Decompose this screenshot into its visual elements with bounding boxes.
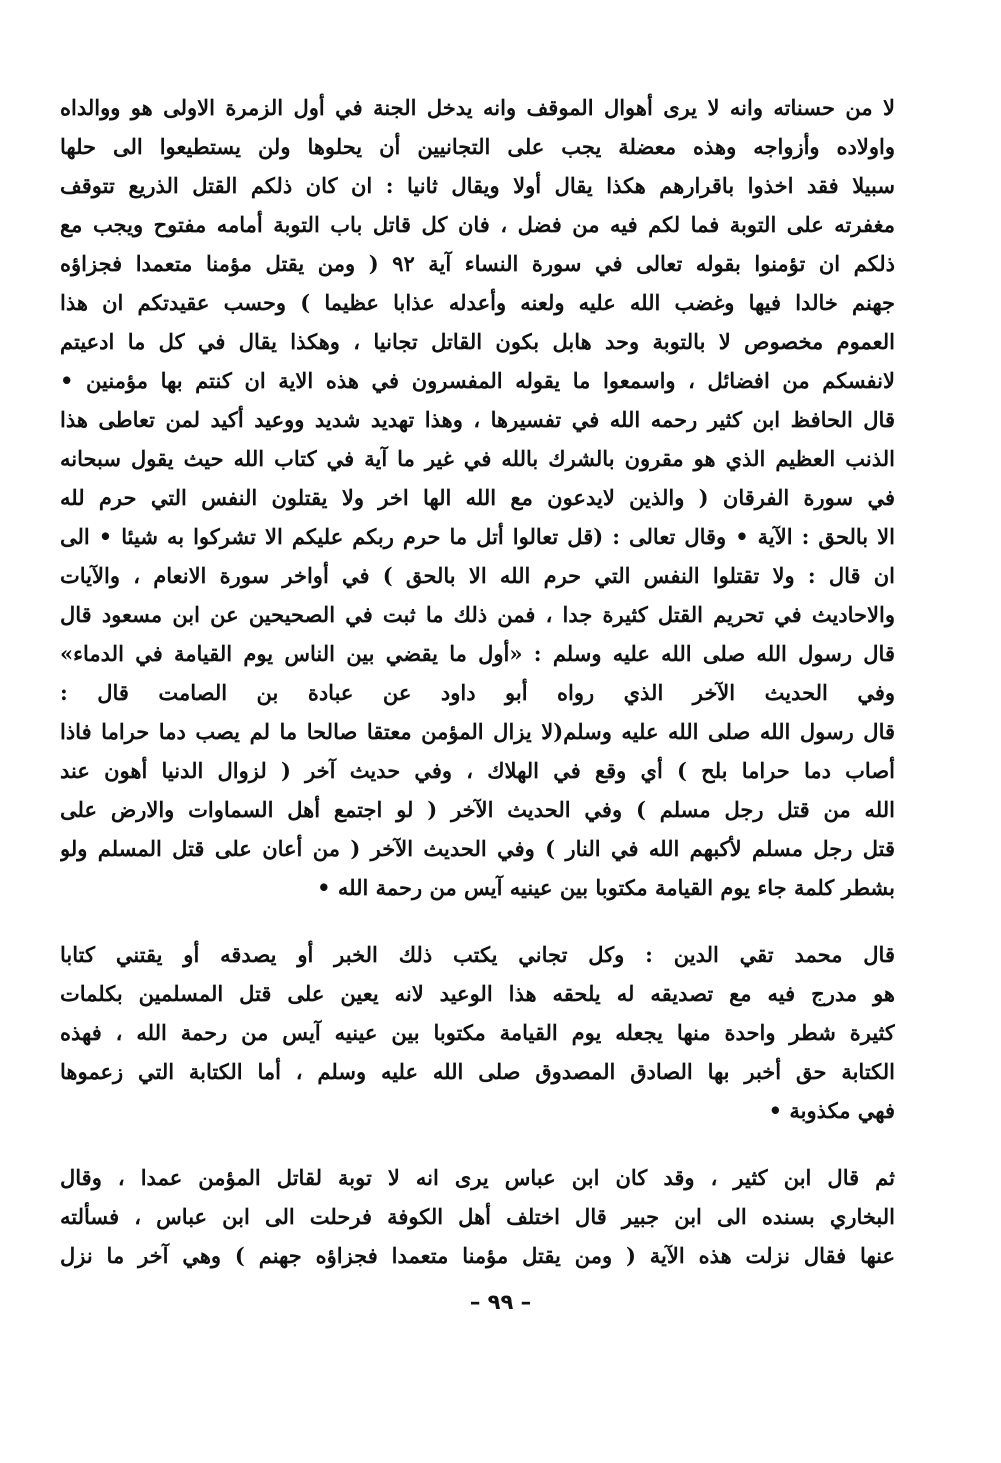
text-line: كثيرة شطر واحدة منها يجعله يوم القيامة مكتوبا بين عينيه آيس من رحمة الله ، فهذه — [60, 1020, 895, 1045]
text-line: الكتابة حق أخبر بها الصادق المصدوق صلى الله عليه وسلم ، أما الكتابة التي زعموها — [60, 1059, 895, 1084]
text-line: واولاده وأزواجه وهذه معضلة يجب على التجانيين أن يحلوها ولن يستطيعوا الى حلها — [60, 134, 895, 159]
paragraph-1 — [60, 88, 895, 907]
text-line: قال رسول الله صلى الله عليه وسلم : «أول ما يقضي بين الناس يوم القيامة في الدماء» — [60, 641, 895, 666]
text-line: قال الحافظ ابن كثير رحمه الله في تفسيرها ، وهذا تهديد شديد ووعيد أكيد لمن تعاطى هذا — [60, 407, 895, 432]
text-line: ان قال : ولا تقتلوا النفس التي حرم الله الا بالحق ) في أواخر سورة الانعام ، والآيات — [60, 563, 895, 588]
paragraph-2 — [60, 935, 895, 1130]
text-line: الله من قتل رجل مسلم ) وفي الحديث الآخر ( لو اجتمع أهل السماوات والارض على — [60, 797, 895, 822]
text-line: والاحاديث في تحريم القتل كثيرة جدا ، فمن ذلك ما ثبت في الصحيحين عن ابن مسعود قال — [60, 602, 895, 627]
text-line: العموم مخصوص لا بالتوبة وحد هابل بكون القاتل تجانيا ، وهكذا يقال في كل ما ادعيتم — [60, 329, 895, 354]
text-line: البخاري بسنده الى ابن جبير قال اختلف أهل الكوفة فرحلت الى ابن عباس ، فسألته — [60, 1204, 895, 1229]
text-line: سبيلا فقد اخذوا باقرارهم هكذا يقال أولا ويقال ثانيا : ان كان ذلكم القتل الذريع تتوقف — [60, 173, 895, 198]
page-number: – ٩٩ – — [469, 1290, 532, 1314]
text-line: وفي الحديث الآخر الذي رواه أبو داود عن عبادة بن الصامت قال : — [60, 680, 895, 705]
text-line: أصاب دما حراما بلح ) أي وقع في الهلاك ، وفي حديث آخر ( لزوال الدنيا أهون عند — [60, 758, 895, 783]
text-line: لا من حسناته وانه لا يرى أهوال الموقف وانه يدخل الجنة في أول الزمرة الاولى هو ووالداه — [60, 95, 895, 120]
text-line: بشطر كلمة جاء يوم القيامة مكتوبا بين عينيه آيس من رحمة الله • — [317, 875, 895, 900]
text-line: مغفرته على التوبة فما لكم فيه من فضل ، فان كل قاتل باب التوبة أمامه مفتوح ويجب مع — [60, 212, 895, 237]
text-line: عنها فقال نزلت هذه الآية ( ومن يقتل مؤمنا متعمدا فجزاؤه جهنم ) وهي آخر ما نزل — [60, 1243, 895, 1268]
text-line: ذلكم ان تؤمنوا بقوله تعالى في سورة النساء آية ٩٢ ( ومن يقتل مؤمنا متعمدا فجزاؤه — [60, 251, 895, 276]
text-line: فهي مكذوبة • — [768, 1098, 895, 1123]
text-line: قال محمد تقي الدين : وكل تجاني يكتب ذلك الخبر أو يصدقه أو يقتني كتابا — [60, 942, 895, 967]
paragraph-3 — [60, 1158, 895, 1275]
text-line: قتل رجل مسلم لأكبهم الله في النار ) وفي الحديث الآخر ( من أعان على قتل المسلم ولو — [60, 836, 895, 861]
text-line: الذنب العظيم الذي هو مقرون بالشرك بالله في غير ما آية في كتاب الله حيث يقول سبحانه — [60, 446, 895, 471]
text-line: هو مدرج فيه مع تصديقه له يلحقه هذا الوعيد لانه يعين على قتل المسلمين بكلمات — [60, 981, 895, 1006]
page-body — [60, 88, 895, 1275]
text-line: ثم قال ابن كثير ، وقد كان ابن عباس يرى انه لا توبة لقاتل المؤمن عمدا ، وقال — [60, 1165, 895, 1190]
text-line: قال رسول الله صلى الله عليه وسلم(لا يزال المؤمن معتقا صالحا ما لم يصب دما حراما فاذا — [60, 719, 895, 744]
text-line: الا بالحق : الآية • وقال تعالى : (قل تعالوا أتل ما حرم ربكم عليكم الا تشركوا به شيئا • الى — [60, 524, 895, 549]
text-line: في سورة الفرقان ( والذين لايدعون مع الله الها اخر ولا يقتلون النفس التي حرم لله — [60, 485, 895, 510]
text-line: لانفسكم من افضائل ، واسمعوا ما يقوله المفسرون في هذه الاية ان كنتم بها مؤمنين • — [60, 368, 895, 393]
text-line: جهنم خالدا فيها وغضب الله عليه ولعنه وأعدله عذابا عظيما ) وحسب عقيدتكم ان هذا — [60, 290, 895, 315]
